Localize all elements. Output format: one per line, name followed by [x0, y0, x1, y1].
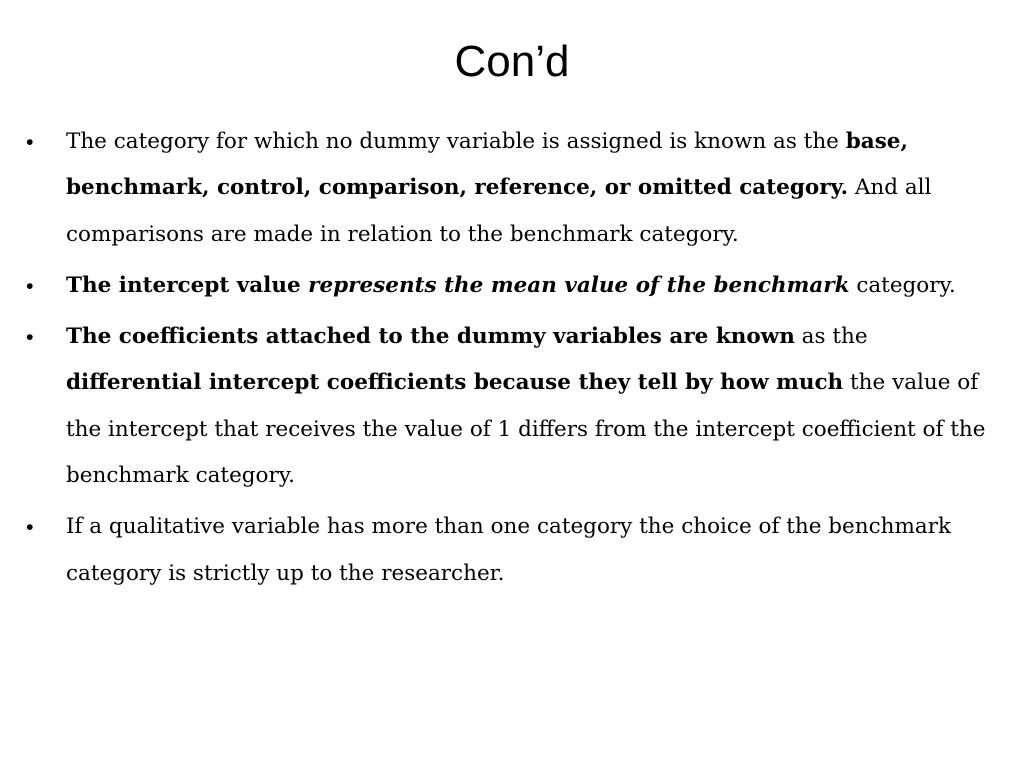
bullet-item	[26, 504, 986, 597]
bullet-item	[26, 119, 986, 258]
bullet-text-segment: And all comparisons are made in relation to the benchmark category.	[66, 175, 932, 247]
bullet-text-segment-bold: The intercept value	[66, 272, 309, 298]
bullet-item	[26, 314, 986, 499]
bullet-icon: •	[26, 130, 34, 154]
slide-title: Con’d	[454, 37, 570, 86]
bullet-item	[26, 263, 986, 309]
bullet-icon: •	[26, 515, 34, 540]
bullet-icon: •	[26, 273, 34, 298]
bullet-text-segment: If a qualitative variable has more than one category the choice of the benchmark category is strictly up to the researcher.	[66, 514, 952, 586]
bullet-text-segment: as the	[794, 324, 868, 350]
bullet-text-segment: The category for which no dummy variable is assigned is known as the	[66, 129, 846, 154]
bullet-icon: •	[26, 325, 34, 350]
bullet-text-segment-bold: differential intercept coefficients because they tell by how much	[66, 370, 844, 396]
bullet-text-segment: category.	[849, 272, 956, 298]
bullet-text-segment-bold: base, benchmark, control, comparison, reference, or omitted category.	[66, 129, 908, 201]
bullet-text-segment: the value of the intercept that receives the value of 1 differs from the intercept coefficient of the benchmark category.	[66, 370, 986, 489]
bullet-text-segment-bold-italic: represents the mean value of the benchmark	[308, 272, 850, 298]
bullet-list	[26, 119, 986, 602]
bullet-text-segment-bold: The coefficients attached to the dummy variables are known	[66, 324, 795, 350]
